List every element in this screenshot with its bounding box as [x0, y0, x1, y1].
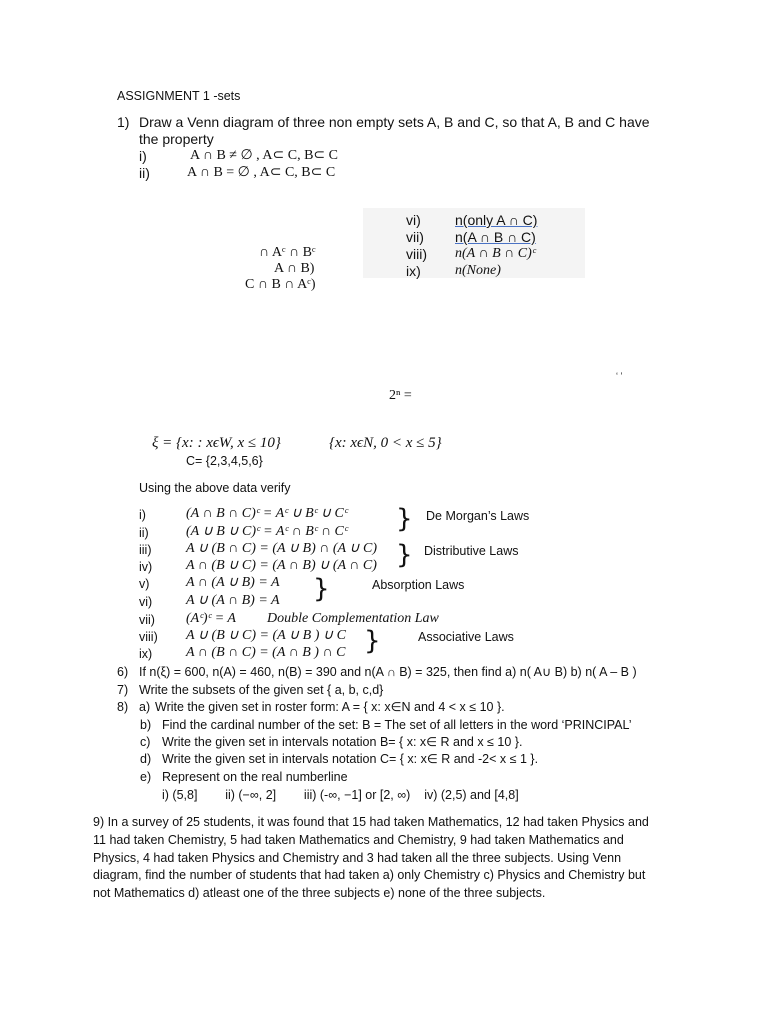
- q6-number: 6): [117, 665, 129, 679]
- associative-brace: }: [364, 626, 381, 656]
- clip-fragment-3: C ∩ B ∩ Aᶜ): [245, 277, 316, 292]
- q1-text-line1: Draw a Venn diagram of three non empty sets A, B and C, so that A, B and C have: [139, 114, 650, 130]
- q9-line-4: diagram, find the number of students that had taken a) only Chemistry c) Physics and Chemistry but: [93, 868, 646, 882]
- law-i-expression: (A ∩ B ∩ C)ᶜ = Aᶜ ∪ Bᶜ ∪ Cᶜ: [186, 506, 348, 521]
- assignment-title: ASSIGNMENT 1 -sets: [117, 89, 241, 103]
- q9-line-3: Physics, 4 had taken Physics and Chemistry and 3 had taken all the three subjects. Using Venn: [93, 851, 622, 865]
- clip-item-ix-text: n(None): [455, 263, 501, 278]
- law-vi-number: vi): [139, 595, 153, 609]
- q1-number: 1): [117, 114, 130, 130]
- de-morgan-brace: }: [396, 504, 413, 534]
- clip-item-ix-number: ix): [406, 263, 421, 279]
- law-i-number: i): [139, 508, 146, 522]
- q8-e-number: e): [140, 770, 152, 784]
- q8-number: 8): [117, 700, 129, 714]
- q6-text: If n(ξ) = 600, n(A) = 460, n(B) = 390 and n(A ∩ B) = 325, then find a) n( A∪ B) b) n( A – B ): [139, 665, 637, 679]
- double-complementation-label: Double Complementation Law: [267, 611, 439, 626]
- law-vii-number: vii): [139, 613, 155, 627]
- law-ix-number: ix): [139, 647, 153, 661]
- law-ii-number: ii): [139, 526, 149, 540]
- verify-intro: Using the above data verify: [139, 481, 291, 495]
- q1-item-i-number: i): [139, 148, 147, 164]
- q9-line-1: 9) In a survey of 25 students, it was found that 15 had taken Mathematics, 12 had taken Physics and: [93, 815, 649, 829]
- absorption-brace: }: [313, 574, 330, 604]
- q8-d-number: d): [140, 752, 152, 766]
- power-set-fragment: 2ⁿ =: [389, 388, 412, 403]
- q8-e-text: Represent on the real numberline: [162, 770, 348, 784]
- clip-item-vi-number: vi): [406, 212, 421, 228]
- q9-line-5: not Mathematics d) atleast one of the three subjects e) none of the three subjects.: [93, 886, 546, 900]
- q8-b-number: b): [140, 718, 152, 732]
- law-viii-expression: A ∪ (B ∪ C) = (A ∪ B ) ∪ C: [186, 628, 346, 643]
- law-v-expression: A ∩ (A ∪ B) = A: [186, 575, 280, 590]
- q8-c-number: c): [140, 735, 151, 749]
- clip-item-vii-text: n(A ∩ B ∩ C): [455, 229, 536, 245]
- q1-item-i-text: A ∩ B ≠ ∅ , A⊂ C, B⊂ C: [190, 148, 338, 163]
- q7-text: Write the subsets of the given set { a, b, c,d}: [139, 683, 384, 697]
- q1-item-ii-number: ii): [139, 165, 150, 181]
- universal-set: ξ = {x: : xϵW, x ≤ 10}: [152, 435, 281, 451]
- clip-item-vi-text: n(only A ∩ C): [455, 212, 538, 228]
- q8-a-text: Write the given set in roster form: A = { x: x∈N and 4 < x ≤ 10 }.: [155, 700, 505, 714]
- q8-d-text: Write the given set in intervals notation C= { x: x∈ R and -2< x ≤ 1 }.: [162, 752, 539, 766]
- law-iv-expression: A ∩ (B ∪ C) = (A ∩ B) ∪ (A ∩ C): [186, 558, 377, 573]
- clip-item-viii-text: n(A ∩ B ∩ C)ᶜ: [455, 246, 536, 261]
- q7-number: 7): [117, 683, 129, 697]
- law-iii-expression: A ∪ (B ∩ C) = (A ∪ B) ∩ (A ∪ C): [186, 541, 378, 556]
- clip-fragment-1: ∩ Aᶜ ∩ Bᶜ: [259, 245, 316, 260]
- q8-b-text: Find the cardinal number of the set: B = The set of all letters in the word ‘PRINCIPAL’: [162, 718, 632, 732]
- q9-line-2: 11 had taken Chemistry, 5 had taken Mathematics and Chemistry, 9 had taken Mathematics and: [93, 833, 624, 847]
- law-iii-number: iii): [139, 543, 152, 557]
- absorption-label: Absorption Laws: [372, 578, 465, 592]
- law-ix-expression: A ∩ (B ∩ C) = (A ∩ B ) ∩ C: [186, 645, 346, 660]
- set-c-definition: C= {2,3,4,5,6}: [186, 454, 263, 468]
- law-v-number: v): [139, 577, 150, 591]
- law-vii-expression: (Aᶜ)ᶜ = A: [186, 611, 236, 626]
- de-morgan-label: De Morgan’s Laws: [426, 509, 530, 523]
- associative-label: Associative Laws: [418, 630, 514, 644]
- q8-c-text: Write the given set in intervals notation B= { x: x∈ R and x ≤ 10 }.: [162, 735, 523, 749]
- q1-item-ii-text: A ∩ B = ∅ , A⊂ C, B⊂ C: [187, 165, 336, 180]
- q8-a-number: a): [139, 700, 151, 714]
- q1-text-line2: the property: [139, 131, 214, 147]
- law-ii-expression: (A ∪ B ∪ C)ᶜ = Aᶜ ∩ Bᶜ ∩ Cᶜ: [186, 524, 348, 539]
- stray-quote-mark: ‘ ’: [616, 371, 623, 381]
- clip-item-viii-number: viii): [406, 246, 427, 262]
- clip-fragment-2: A ∩ B): [274, 261, 315, 276]
- clip-item-vii-number: vii): [406, 229, 424, 245]
- distributive-label: Distributive Laws: [424, 544, 519, 558]
- law-vi-expression: A ∪ (A ∩ B) = A: [186, 593, 280, 608]
- q8-intervals: i) (5,8] ii) (−∞, 2] iii) (-∞, −1] or [2, ∞) iv) (2,5) and [4,8]: [162, 788, 519, 802]
- law-iv-number: iv): [139, 560, 153, 574]
- distributive-brace: }: [396, 540, 413, 570]
- natural-number-set: {x: xϵN, 0 < x ≤ 5}: [329, 435, 442, 451]
- law-viii-number: viii): [139, 630, 158, 644]
